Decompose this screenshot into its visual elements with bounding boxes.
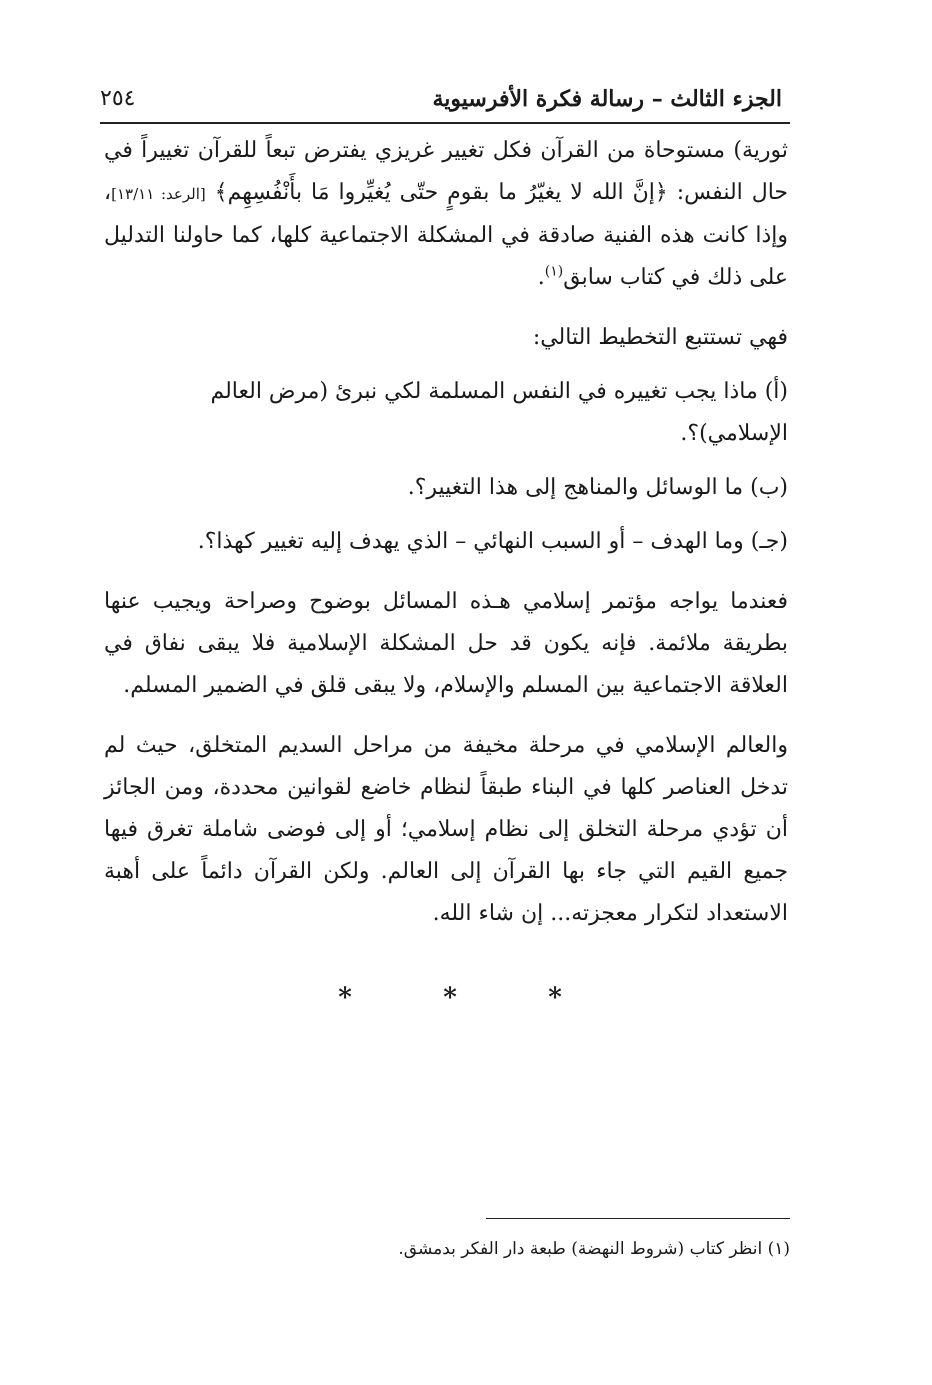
paragraph-1-text-a: ثورية) مستوحاة من القرآن فكل تغيير غريزي يفترض تبعاً للقرآن تغييراً في حال النفس: ﴿إنَّ الله لا يغيّرُ ما بقومٍ حتّى يُغيِّروا مَا بأَنْفُسِهِم﴾	[104, 138, 789, 205]
quran-citation: [الرعد: ١٣/١١]	[111, 185, 206, 203]
paragraph-1-text-b: ، وإذا كانت هذه الفنية صادقة في المشكلة الاجتماعية كلها، كما حاولنا التدليل على ذلك في كتاب سابق	[104, 180, 788, 290]
list-item-a: (أ) ماذا يجب تغييره في النفس المسلمة لكي نبرئ (مرض العالم الإسلامي)؟.	[210, 379, 788, 446]
running-title: الجزء الثالث – رسالة فكرة الأفرسيوية	[432, 86, 782, 112]
body-text	[104, 130, 788, 935]
footnote-rule	[486, 1218, 790, 1219]
footnote-marker[interactable]: (١)	[544, 263, 564, 280]
paragraph-1-end: .	[537, 265, 545, 290]
footnote: (١) انظر كتاب (شروط النهضة) طبعة دار الفكر بدمشق.	[398, 1239, 790, 1259]
asterisk-glyph: *	[548, 983, 562, 1013]
list-item-c: (جـ) وما الهدف – أو السبب النهائي – الذي يهدف إليه تغيير كهذا؟.	[197, 529, 788, 554]
page-number: ٢٥٤	[100, 86, 136, 111]
paragraph-1	[104, 130, 788, 299]
paragraph-2: فعندما يواجه مؤتمر إسلامي هـذه المسائل بوضوح وصراحة ويجيب عنها بطريقة ملائمة. فإنه يكون قد حل المشكلة الإسلامية فلا يبقى نفاق في العلاقة الاجتماعية بين المسلم والإسلام، ولا يبقى قلق في الضمير المسلم.	[104, 589, 788, 698]
asterisk-glyph: *	[338, 983, 352, 1013]
asterisk-glyph: *	[443, 983, 457, 1013]
running-header	[100, 80, 790, 120]
list-item-b: (ب) ما الوسائل والمناهج إلى هذا التغيير؟.	[407, 475, 788, 500]
header-rule	[100, 122, 790, 124]
paragraph-3: والعالم الإسلامي في مرحلة مخيفة من مراحل السديم المتخلق، حيث لم تدخل العناصر كلها في البناء طبقاً لنظام خاضع لقوانين محددة، ومن الجائز أن تؤدي مرحلة التخلق إلى نظام إسلامي؛ أو إلى فوضى شاملة تغرق فيها جميع القيم التي جاء بها القرآن إلى العالم. ولكن القرآن دائماً على أهبة الاستعداد لتكرار معجزته... إن شاء الله.	[104, 733, 788, 926]
section-separator	[330, 983, 570, 1013]
list-intro: فهي تستتبع التخطيط التالي:	[532, 325, 788, 350]
